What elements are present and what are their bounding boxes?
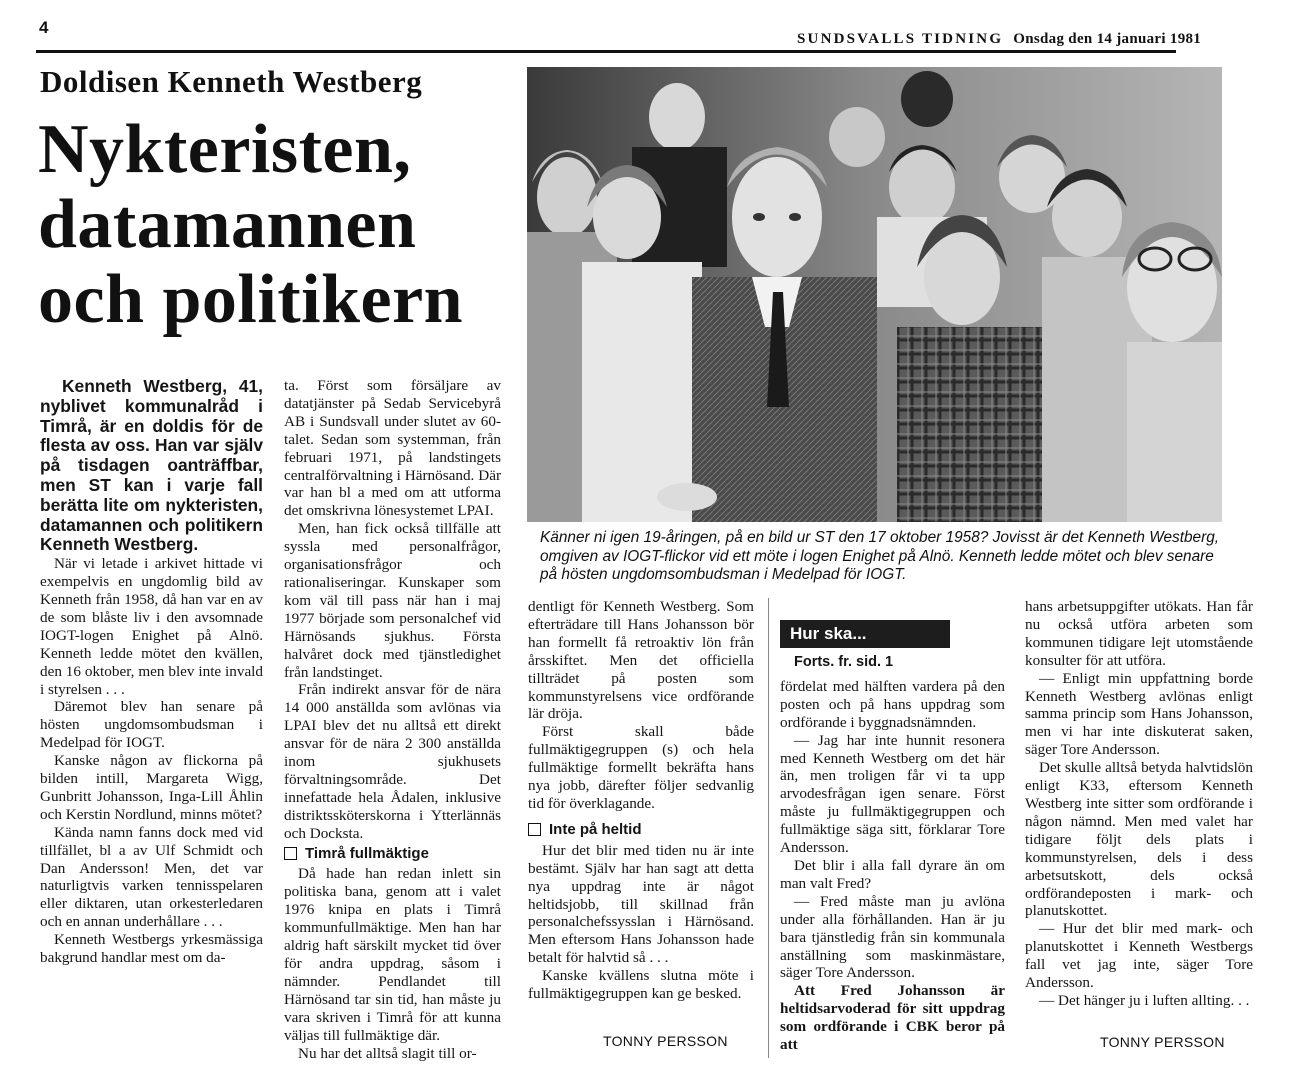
kicker: Doldisen Kenneth Westberg (40, 64, 423, 99)
paragraph: — Jag har inte hunnit resonera med Kenneth Westberg om det här än, men troligen får vi ta upp arvodesfrågan igen senare. Först måste ju fullmäktigegruppen och fullmäktige säga sitt, förklarar Tore Andersson. (780, 731, 1005, 857)
paragraph: — Enligt min uppfattning borde Kenneth Westberg avlönas enligt samma princip som Hans Johansson, men vi har inte diskuterat saken, säger Tore Andersson. (1025, 669, 1253, 759)
column-divider (768, 598, 769, 1058)
paragraph: Först skall både fullmäktigegruppen (s) och hela fullmäktige formellt bekräfta hans nya jobb, därefter följer sedvanlig tid för överklagande. (528, 723, 754, 812)
paragraph: Kända namn fanns dock med vid tillfället, bl a av Ulf Schmidt och Dan Andersson! Men, det var naturligtvis varken tennisspelaren eller diktaren, utan orkesterledaren och en annan underhållare . . . (40, 823, 263, 931)
subheading-text: Inte på heltid (549, 820, 642, 838)
paragraph: Det blir i alla fall dyrare än om man valt Fred? (780, 856, 1005, 892)
sidebar-title: Hur ska... (780, 620, 950, 648)
headline-line: datamannen (38, 186, 417, 263)
paragraph: Kanske någon av flickorna på bilden intill, Margareta Wigg, Gunbritt Johansson, Inga-Lill Åhlin och Kerstin Nordlund, minns mötet? (40, 752, 263, 823)
archive-photo (527, 67, 1222, 522)
paragraph: hans arbetsuppgifter utökats. Han får nu också utföra arbeten som kommunen tidigare lejt utomstående konsulter för att utföra. (1025, 598, 1253, 669)
column-4 (780, 654, 1005, 1054)
paragraph: Att Fred Johansson är heltidsarvoderad för sitt uppdrag som ordförande i CBK beror på att (780, 982, 1005, 1054)
photo-caption: Känner ni igen 19-åringen, på en bild ur ST den 17 oktober 1958? Jovisst är det Kenneth Westberg, omgiven av IOGT-flickor vid ett möte i logen Enighet på Alnö. Kenneth ledde mötet och blev senare på hösten ungdomsombudsman i Medelpad för IOGT. (540, 529, 1220, 583)
subheading-text: Timrå fullmäktige (305, 844, 429, 862)
paragraph: Kanske kvällens slutna möte i fullmäktigegruppen kan ge besked. (528, 967, 754, 1003)
paragraph: fördelat med hälften vardera på den posten och på hans uppdrag som ordförande i byggnadsnämnden. (780, 677, 1005, 731)
headline-line: Nykteristen, (38, 111, 412, 188)
issue-date: Onsdag den 14 januari 1981 (1013, 31, 1202, 47)
paragraph: Men, han fick också tillfälle att syssla med personalfrågor, organisationsfrågor och rationaliseringar. Kunskaper som kom väl till pass när han i maj 1977 började som personalchef vid Härnösands sjukhus. Första halvåret dock med tjänstledighet från landstinget. (284, 520, 501, 681)
continued-label: Forts. fr. sid. 1 (794, 654, 894, 670)
subheading (284, 845, 501, 863)
byline: TONNY PERSSON (603, 1033, 728, 1049)
paragraph: Hur det blir med tiden nu är inte bestämt. Själv har han sagt att detta nya uppdrag inte är något heltidsjobb, till skillnad från personalchefssysslan i Härnösand. Men eftersom Hans Johansson hade betalt för halvtid så . . . (528, 841, 754, 967)
subheading (528, 821, 754, 839)
paragraph: Nu har det alltså slagit till or- (298, 1044, 477, 1062)
paragraph: — Det hänger ju i luften allting. . . (1039, 991, 1250, 1009)
column-5 (1025, 598, 1253, 1010)
masthead-rule (36, 50, 1176, 53)
column-3 (528, 598, 754, 1003)
article-lead: Kenneth Westberg, 41, nyblivet kommunalråd i Timrå, är en doldis för de flesta av oss. Han var själv på tisdagen oanträffbar, men ST kan i varje fall berätta lite om nykteristen, datamannen och politikern Kenneth Westberg. (40, 376, 263, 555)
page-number: 4 (39, 18, 49, 37)
headline-line: och politikern (38, 261, 464, 338)
checkbox-square-icon (284, 847, 297, 860)
paragraph: — Hur det blir med mark- och planutskottet i Kenneth Westbergs fall vet jag inte, säger Tore Andersson. (1025, 920, 1253, 992)
paragraph: Däremot blev han senare på hösten ungdomsombudsman i Medelpad för IOGT. (40, 698, 263, 752)
paragraph: Kenneth Westbergs yrkesmässiga bakgrund handlar mest om da- (40, 931, 263, 967)
checkbox-square-icon (528, 823, 541, 836)
column-1 (40, 377, 263, 967)
sidebar-header (780, 620, 950, 648)
paragraph: — Fred måste man ju avlöna under alla förhållanden. Han är ju bara tjänstledig från sin kommunala anställning som maskinmästare, säger Tore Andersson. (780, 892, 1005, 982)
paragraph: Det skulle alltså betyda halvtidslön enligt K33, eftersom Kenneth Westberg inte sitter som ordförande i någon nämnd. Men med valet har tidigare följt dels plats i kommunstyrelsen, dels i dess arbetsutskott, dels också ordförandeposten i mark- och planutskottet. (1025, 759, 1253, 920)
paragraph: När vi letade i arkivet hittade vi exempelvis en ungdomlig bild av Kenneth från 1958, då han var en av de som blåste liv i den avsomnade IOGT-logen Enighet på Alnö. Kenneth ledde mötet den kvällen, den 16 oktober, men blev inte invald i styrelsen . . . (40, 555, 263, 698)
headline (38, 112, 518, 337)
newspaper-name: SUNDSVALLS TIDNING (797, 31, 1004, 47)
paragraph: dentligt för Kenneth Westberg. Som efterträdare till Hans Johansson bör han formellt få retroaktiv lön från årsskiftet. Men det officiella tillträdet på posten som kommunstyrelsens vice ordförande lär dröja. (528, 598, 754, 723)
masthead (797, 31, 1201, 48)
byline: TONNY PERSSON (1100, 1034, 1225, 1050)
column-2 (284, 377, 501, 1062)
paragraph: ta. Först som försäljare av datatjänster på Sedab Servicebyrå AB i Sundsvall under slutet av 60-talet. Sedan som systemman, från februari 1971, på landstingets centralförvaltning i Härnösand. Där var han bl a med om att utforma det omskrivna lönesystemet LPAI. (284, 377, 501, 520)
paragraph: Från indirekt ansvar för de nära 14 000 anställda som avlönas via LPAI blev det nu alltså ett direkt ansvar för de nära 2 300 anställda inom sjukhusets förvaltningsområde. Det innefattade hela Ådalen, inklusive distriktssköterskorna i Ytterlännäs och Docksta. (284, 681, 501, 842)
photo-illustration (527, 67, 1222, 522)
paragraph: Då hade han redan inlett sin politiska bana, genom att i valet 1976 knipa en plats i Timrå kommunfullmäktige. Men han har aldrig haft särskilt mycket tid över för andra uppdrag, såsom i nämnder. Pendlandet till Härnösand tar sin tid, han måste ju vara skriven i Timrå för att kunna väljas till fullmäktige där. (284, 865, 501, 1044)
